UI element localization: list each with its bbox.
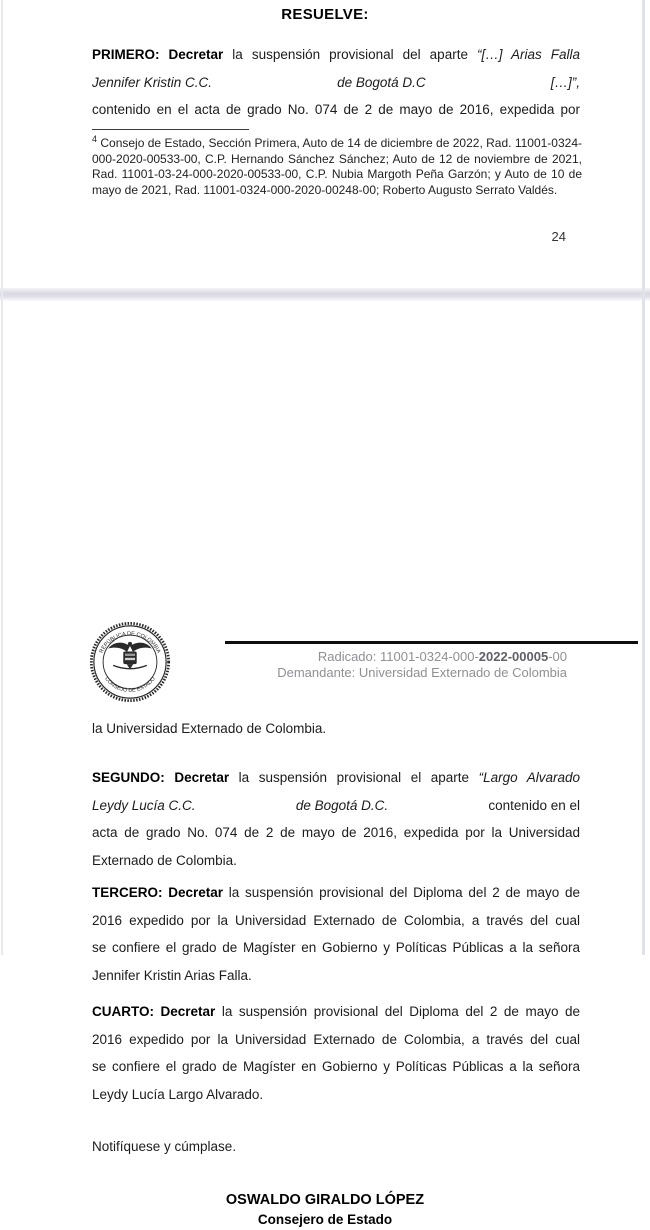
- text-line: CUARTO: Decretar la suspensión provisional del Diploma del 2 de mayo de: [92, 1004, 581, 1019]
- text-line: TERCERO: Decretar la suspensión provisional del Diploma del 2 de mayo de: [92, 885, 580, 900]
- text-line: Jennifer Kristin Arias Falla.: [92, 967, 252, 983]
- case-header: [250, 649, 567, 680]
- page-number: 24: [551, 229, 566, 244]
- radicado-number-highlight: 2022-00005: [478, 649, 549, 664]
- cuarto-paragraph: [92, 998, 580, 1108]
- footnote-divider: [92, 129, 249, 130]
- closing-line: Notifíquese y cúmplase.: [92, 1139, 237, 1154]
- text-line: 2016 expedido por la Universidad Externado de Colombia, a través del cual: [92, 1031, 580, 1047]
- text-line: se confiere el grado de Magíster en Gobierno y Políticas Públicas a la señora: [92, 1059, 580, 1074]
- radicado-line: Radicado: 11001-0324-000-2022-00005-00: [317, 649, 567, 664]
- footnote: [92, 136, 582, 199]
- signature-title: Consejero de Estado: [257, 1212, 393, 1227]
- coat-of-arms-condor-icon: [108, 642, 152, 669]
- demandante-line: Demandante: Universidad Externado de Colombia: [277, 664, 567, 680]
- text-line: Leydy Lucía Largo Alvarado.: [92, 1086, 264, 1102]
- signature-block: [0, 1190, 650, 1230]
- segundo-paragraph: [92, 764, 580, 874]
- footnote-text: Consejo de Estado, Sección Primera, Auto de 14 de diciembre de 2022, Rad. 11001-0324-000-2020-00533-00, C.P. Hernando Sánchez Sánchez; Auto de 12 de noviembre de 2021, Rad. 11001-03-24-000-2020-00533-00, C.P. Nubia Margoth Peña Garzón; y Auto de 10 de mayo de 2021, Rad. 11001-0324-000-2020-00248-00; Roberto Augusto Serrato Valdés.: [92, 136, 582, 198]
- tercero-paragraph: [92, 879, 580, 989]
- footnote-marker: 4: [92, 134, 98, 144]
- resuelve-heading: RESUELVE:: [281, 6, 369, 23]
- text-line: 2016 expedido por la Universidad Externado de Colombia, a través del cual: [92, 912, 580, 928]
- text-line: contenido en el acta de grado No. 074 de 2 de mayo de 2016, expedida por: [92, 102, 580, 117]
- seal-arc-bottom-text: CONSEJO DE ESTADO: [103, 676, 157, 694]
- right-page-edge: [642, 0, 645, 955]
- continuation-paragraph: la Universidad Externado de Colombia.: [92, 721, 327, 736]
- text-line: Jennifer Kristin C.C. de Bogotá D.C […]”,: [92, 74, 580, 90]
- page-divider: [0, 288, 650, 301]
- text-line: se confiere el grado de Magíster en Gobierno y Políticas Públicas a la señora: [92, 940, 580, 955]
- document-page-2: [0, 301, 650, 1227]
- left-page-edge: [1, 0, 3, 955]
- svg-text:CONSEJO DE ESTADO: [103, 676, 157, 694]
- text-line: Leydy Lucía C.C. de Bogotá D.C. contenido en el: [92, 797, 580, 813]
- text-line: acta de grado No. 074 de 2 de mayo de 2016, expedida por la Universidad: [92, 825, 580, 840]
- text-line: PRIMERO: Decretar la suspensión provisional del aparte “[…] Arias Falla: [92, 47, 580, 62]
- text-line: SEGUNDO: Decretar la suspensión provisional el aparte “Largo Alvarado: [92, 770, 580, 785]
- consejo-de-estado-seal-icon: [88, 620, 172, 704]
- text-line: Externado de Colombia.: [92, 852, 237, 868]
- document-page-1: [0, 0, 650, 288]
- seal-arc-top-text: REPÚBLICA DE COLOMBIA: [98, 631, 162, 655]
- signature-name: OSWALDO GIRALDO LÓPEZ: [225, 1192, 425, 1208]
- primero-paragraph: [92, 41, 580, 124]
- header-rule: [225, 641, 638, 644]
